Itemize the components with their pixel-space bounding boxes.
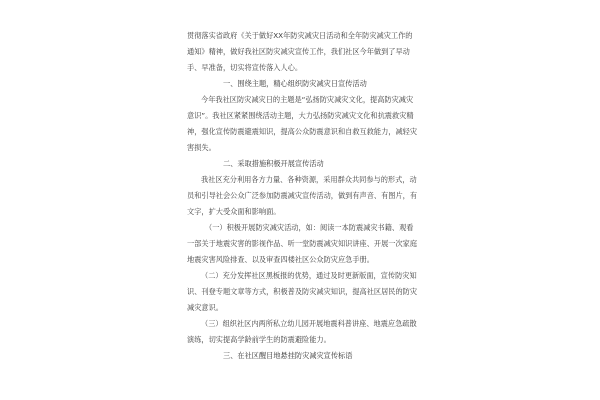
section-heading-3: 三、在社区醒目地悬挂防灾减灾宣传标语 [223, 351, 353, 360]
section-heading-1: 一、围绕主题，精心组织防灾减灾日宣传活动 [223, 79, 367, 88]
measure-item-2: （二）充分发挥社区黑板报的优势，通过及时更新版面，宣传防灾知识、刊登专题文章等方式，积极普及防灾减灾知识，提高社区居民的防灾减灾意识。 [187, 271, 418, 312]
section-heading-2: 二、采取措施积极开展宣传活动 [223, 159, 324, 168]
measures-paragraph: 我社区充分利用各方力量、各种资源，采用群众共同参与的形式，动员和引导社会公众广泛参加防震减灾宣传活动，做到有声音、有图片，有文字，扩大受众面和影响面。 [187, 175, 418, 216]
document-body [187, 28, 419, 364]
intro-paragraph: 贯彻落实省政府《关于做好XX年防灾减灾日活动和全年防灾减灾工作的通知》精神，做好我社区防灾减灾宣传工作，我们社区今年做到了早动手、早准备，切实将宣传落入人心。 [187, 31, 413, 72]
measure-item-1: （一）积极开展防灾减灾活动，如：阅读一本防震减灾书籍、观看一部关于地震灾害的影视作品、听一堂防震减灾知识讲座、开展一次家庭地震灾害风险排查、以及审查四楼社区公众防灾应急手册。 [187, 223, 418, 264]
theme-paragraph: 今年我社区防灾减灾日的主题是“弘扬防灾减灾文化，提高防灾减灾意识”。我社区紧紧围绕活动主题，大力弘扬防灾减灾文化和抗震救灾精神，强化宣传防震避震知识，提高公众防震意识和自救互救能力，减轻灾害损失。 [187, 95, 418, 152]
measure-item-3: （三）组织社区内两所私立幼儿园开展地震科普讲座、地震应急疏散演练，切实提高学龄前学生的防震避险能力。 [187, 319, 417, 344]
